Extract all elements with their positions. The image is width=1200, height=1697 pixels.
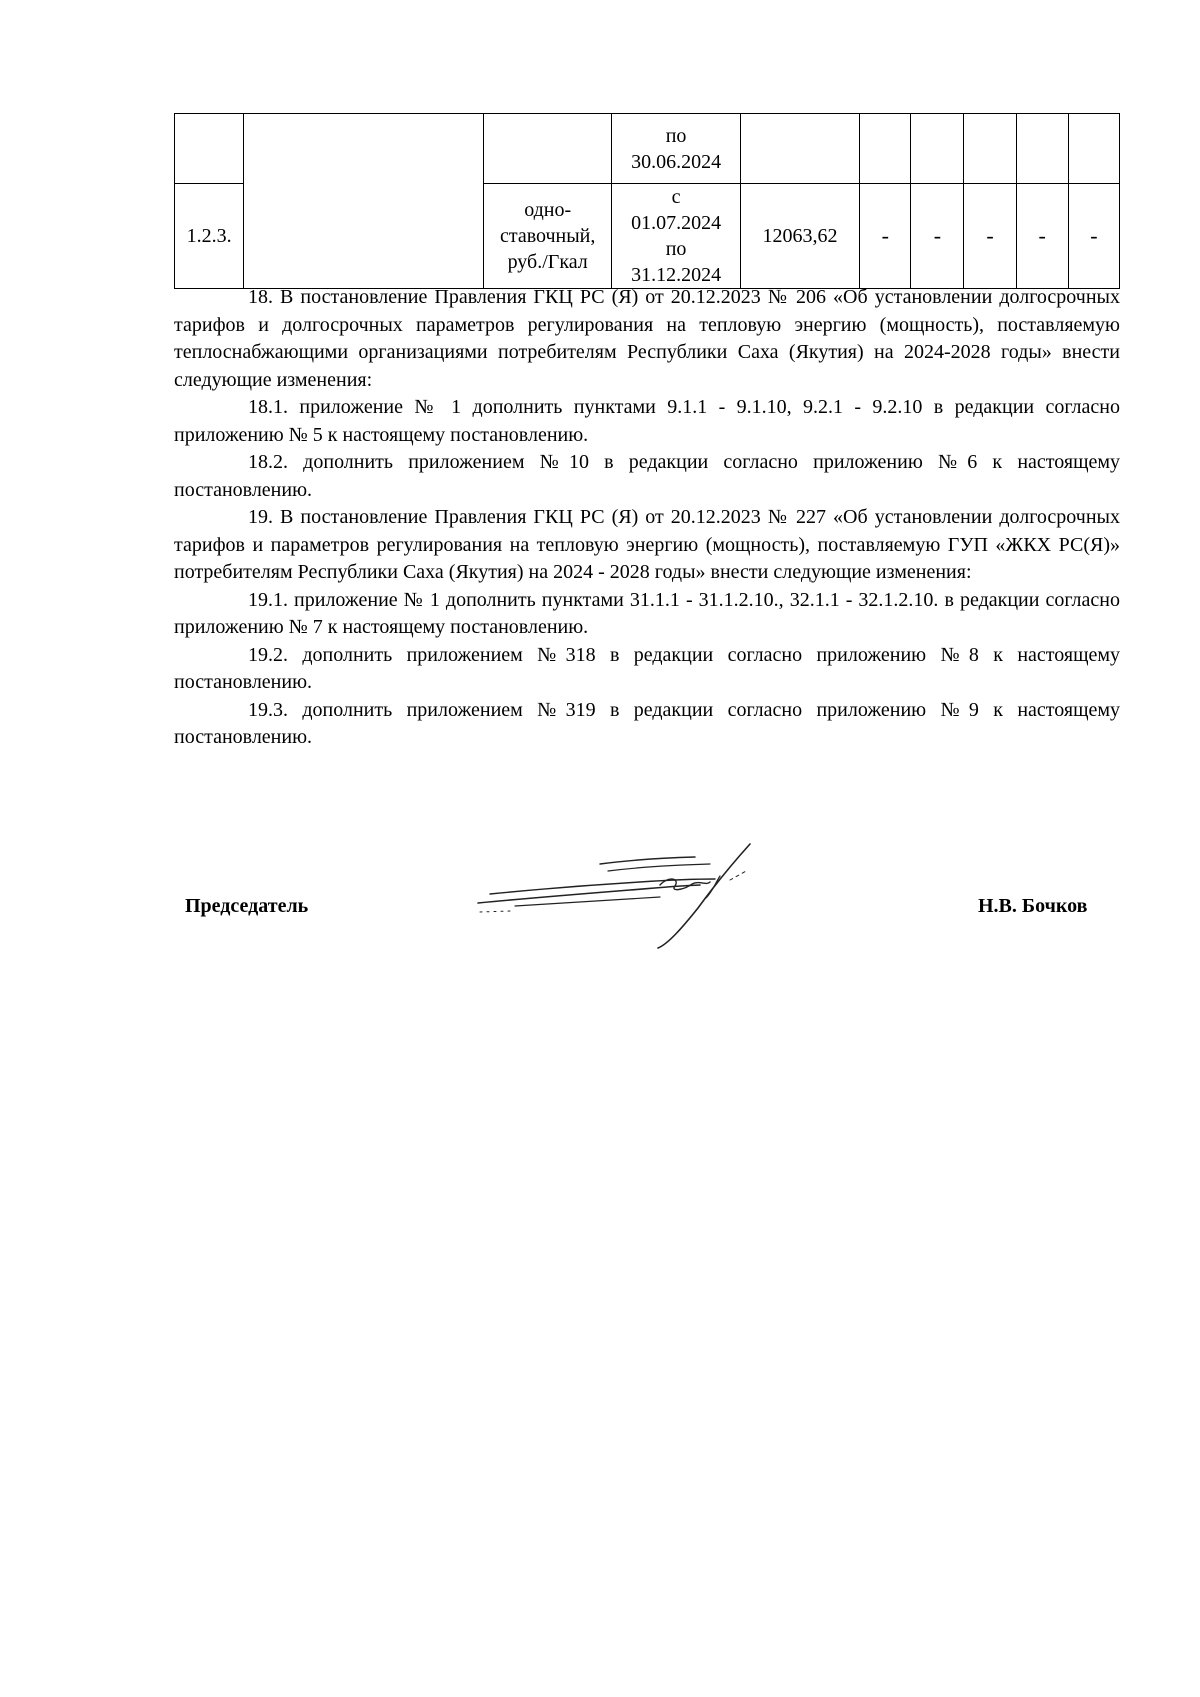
table-cell-empty bbox=[1016, 114, 1068, 184]
period-line: 01.07.2024 bbox=[631, 212, 722, 234]
table-cell-dash: - bbox=[911, 184, 964, 289]
period-line: по bbox=[665, 124, 687, 147]
table-cell-organization bbox=[244, 114, 484, 289]
table-cell-empty bbox=[1068, 114, 1119, 184]
table-cell-period bbox=[612, 114, 740, 184]
period-line: по bbox=[665, 238, 687, 260]
table-cell-dash: - bbox=[964, 184, 1016, 289]
tariff-type-line: руб./Гкал bbox=[507, 251, 588, 273]
table-row bbox=[175, 114, 1120, 184]
paragraph-19-2: 19.2. дополнить приложением №318 в редакции согласно приложению №8 к настоящему постановлению. bbox=[174, 643, 1120, 693]
document-body-text bbox=[174, 284, 1120, 752]
table-cell-dash: - bbox=[1016, 184, 1068, 289]
table-cell-value bbox=[740, 114, 859, 184]
table-cell-tariff-type bbox=[483, 184, 611, 289]
table-cell-dash: - bbox=[1068, 184, 1119, 289]
paragraph-18-2: 18.2. дополнить приложением №10 в редакции согласно приложению №6 к настоящему постановлению. bbox=[174, 451, 1120, 501]
paragraph-18: 18. В постановление Правления ГКЦ РС (Я) от 20.12.2023 № 206 «Об установлении долгосрочных тарифов и долгосрочных параметров регулирования на тепловую энергию (мощность), поставляемую теплоснабжающими организациями потребителям Республики Саха (Якутия) на 2024-2028 годы» внести следующие изменения: bbox=[174, 286, 1120, 391]
table-cell-empty bbox=[964, 114, 1016, 184]
table-cell-number bbox=[175, 114, 244, 184]
signatory-title: Председатель bbox=[185, 895, 309, 917]
handwritten-signature bbox=[470, 840, 790, 950]
paragraph-19: 19. В постановление Правления ГКЦ РС (Я) от 20.12.2023 № 227 «Об установлении долгосрочных тарифов и параметров регулирования на тепловую энергию (мощность), поставляемую ГУП «ЖКХ РС(Я)» потребителям Республики Саха (Якутия) на 2024 - 2028 годы» внести следующие изменения: bbox=[174, 506, 1120, 583]
period-line: с bbox=[671, 186, 681, 208]
table-cell-number: 1.2.3. bbox=[175, 184, 244, 289]
signatory-name: Н.В. Бочков bbox=[978, 895, 1088, 917]
table-cell-value: 12063,62 bbox=[740, 184, 859, 289]
paragraph-19-1: 19.1. приложение № 1 дополнить пунктами 31.1.1 - 31.1.2.10., 32.1.1 - 32.1.2.10. в редакции согласно приложению № 7 к настоящему постановлению. bbox=[174, 588, 1120, 638]
tariff-table-fragment bbox=[174, 113, 1120, 289]
tariff-type-line: ставочный, bbox=[499, 225, 596, 247]
paragraph-18-1: 18.1. приложение № 1 дополнить пунктами 9.1.1 - 9.1.10, 9.2.1 - 9.2.10 в редакции согласно приложению № 5 к настоящему постановлению. bbox=[174, 396, 1120, 446]
table-cell-dash: - bbox=[860, 184, 911, 289]
table-cell-empty bbox=[911, 114, 964, 184]
period-line: 30.06.2024 bbox=[631, 150, 722, 173]
period-line: 31.12.2024 bbox=[631, 264, 722, 286]
paragraph-19-3: 19.3. дополнить приложением №319 в редакции согласно приложению №9 к настоящему постановлению. bbox=[174, 698, 1120, 748]
tariff-type-line: одно- bbox=[524, 199, 572, 221]
table-cell-period bbox=[612, 184, 740, 289]
table-cell-empty bbox=[860, 114, 911, 184]
table-cell-tariff-type bbox=[483, 114, 611, 184]
